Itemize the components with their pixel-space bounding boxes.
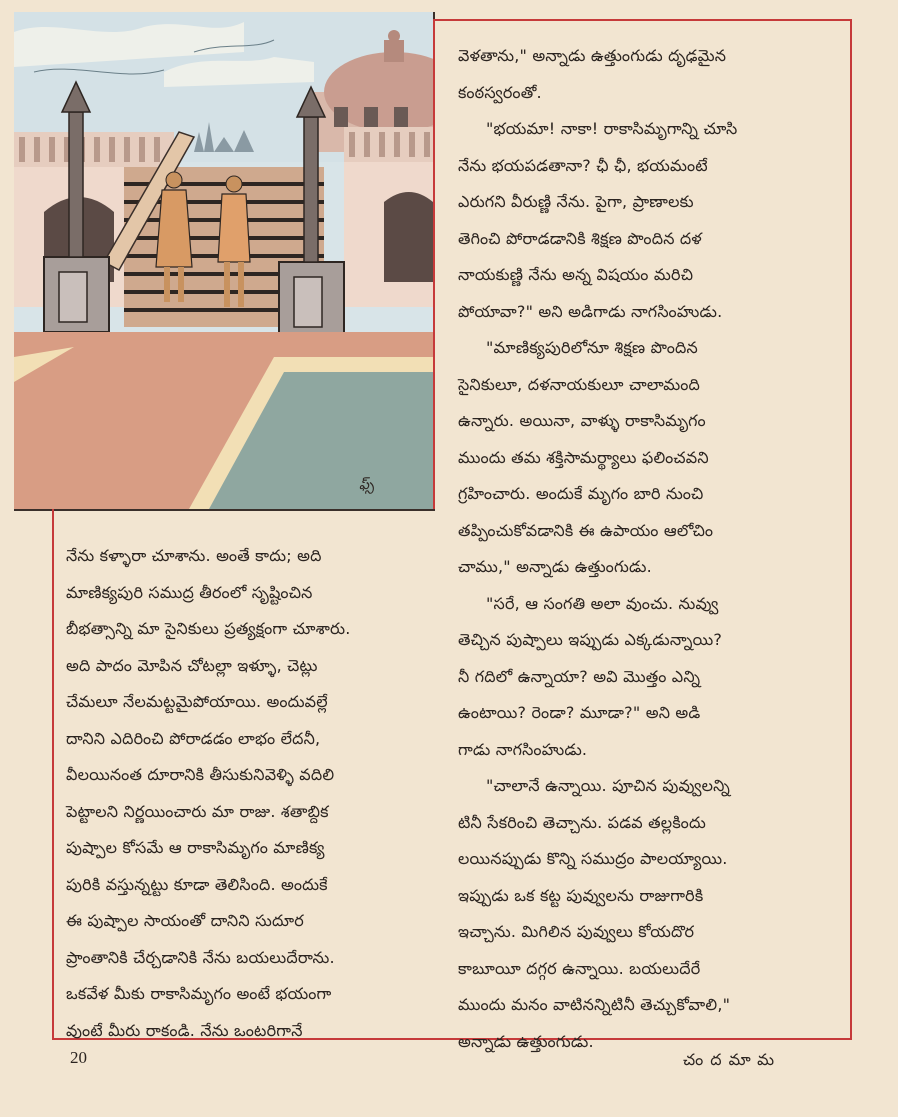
- text-line: పుష్పాల కోసమే ఆ రాకాసిమృగం మాణిక్య: [66, 838, 325, 857]
- text-line: చాము," అన్నాడు ఉత్తుంగుడు.: [458, 557, 652, 576]
- text-line: లయినప్పుడు కొన్ని సముద్రం పాలయ్యాయి.: [458, 849, 728, 868]
- illustration-image: [14, 12, 433, 509]
- text-line: పురికి వస్తున్నట్టు కూడా తెలిసింది. అందుకే: [66, 874, 328, 894]
- text-line: తప్పించుకోవడానికి ఈ ఉపాయం ఆలోచిం: [458, 520, 714, 540]
- left-text-column: [66, 538, 451, 1049]
- text-line: ఎరుగని వీరుణ్ణి నేను. పైగా, ప్రాణాలకు: [458, 192, 694, 211]
- palace-stairs-illustration: [14, 12, 435, 511]
- text-line: వీలయినంత దూరానికి తీసుకునివెళ్ళి వదిలి: [66, 765, 335, 784]
- text-line: ముందు తమ శక్తిసామర్థ్యాలు ఫలించవని: [458, 447, 709, 467]
- text-line: గాడు నాగసింహుడు.: [458, 739, 588, 759]
- text-line: నీ గదిలో ఉన్నాయా? అవి మొత్తం ఎన్ని: [458, 666, 701, 686]
- text-line: సైనికులూ, దళనాయకులూ చాలామంది: [458, 374, 701, 394]
- text-line: గ్రహించారు. అందుకే మృగం బారి నుంచి: [458, 484, 704, 503]
- page-number: 20: [70, 1048, 87, 1067]
- text-line: ఇచ్చాను. మిగిలిన పువ్వులు కోయదొర: [458, 922, 695, 941]
- text-line: ఉంటాయి? రెండా? మూడా?" అని అడి: [458, 703, 701, 722]
- text-line: ఒకవేళ మీకు రాకాసిమృగం అంటే భయంగా: [66, 984, 332, 1003]
- text-line: "చాలానే ఉన్నాయి. పూచిన పువ్వులన్ని: [486, 776, 731, 795]
- text-line: తెచ్చిన పుష్పాలు ఇప్పుడు ఎక్కడున్నాయి?: [458, 630, 723, 649]
- text-line: ఉన్నారు. అయినా, వాళ్ళు రాకాసిమృగం: [458, 411, 706, 430]
- text-line: వెళతాను," అన్నాడు ఉత్తుంగుడు దృఢమైన: [458, 46, 727, 65]
- artist-signature: ఫ్స్: [359, 477, 375, 493]
- border-left-lower: [52, 509, 54, 1040]
- text-line: "భయమా! నాకా! రాకాసిమృగాన్ని చూసి: [486, 119, 738, 138]
- text-line: నేను కళ్ళారా చూశాను. అంతే కాదు; అది: [66, 546, 322, 565]
- border-top: [433, 19, 852, 21]
- text-line: పోయావా?" అని అడిగాడు నాగసింహుడు.: [458, 301, 723, 321]
- text-line: కంఠస్వరంతో.: [458, 82, 542, 102]
- text-line: ఈ పుష్పాల సాయంతో దానిని సుదూర: [66, 911, 304, 930]
- text-line: "సరే, ఆ సంగతి అలా వుంచు. నువ్వు: [486, 593, 719, 613]
- text-line: తెగించి పోరాడడానికి శిక్షణ పొందిన దళ: [458, 228, 702, 248]
- text-line: నాయకుణ్ణి నేను అన్న విషయం మరిచి: [458, 265, 694, 284]
- text-line: మాణిక్యపురి సముద్ర తీరంలో సృష్టించిన: [66, 582, 313, 602]
- text-line: కాబూయీ దగ్గర ఉన్నాయి. బయలుదేరే: [458, 958, 701, 978]
- text-line: బీభత్సాన్ని మా సైనికులు ప్రత్యక్షంగా చూశారు.: [66, 619, 351, 638]
- text-line: అది పాదం మోపిన చోటల్లా ఇళ్ళూ, చెట్లు: [66, 655, 318, 675]
- text-line: వుంటే మీరు రాకండి. నేను ఒంటరిగానే: [66, 1020, 303, 1040]
- text-line: దానిని ఎదిరించి పోరాడడం లాభం లేదనీ,: [66, 728, 321, 748]
- text-line: ప్రాంతానికి చేర్చడానికి నేను బయలుదేరాను.: [66, 947, 335, 967]
- text-line: చేమలూ నేలమట్టమైపోయాయి. అందువల్లే: [66, 692, 328, 711]
- text-line: అన్నాడు ఉత్తుంగుడు.: [458, 1031, 594, 1051]
- magazine-name: చందమామ: [683, 1050, 782, 1069]
- right-text-column: [458, 38, 863, 1060]
- text-line: "మాణిక్యపురిలోనూ శిక్షణ పొందిన: [486, 338, 698, 357]
- border-left-upper: [433, 19, 435, 509]
- text-line: నేను భయపడతానా? ఛీ ఛీ, భయమంటే: [458, 155, 708, 175]
- text-line: పెట్టాలని నిర్ణయించారు మా రాజు. శతాబ్దిక: [66, 801, 329, 821]
- text-line: ఇప్పుడు ఒక కట్ట పువ్వులను రాజుగారికి: [458, 885, 704, 905]
- text-line: ముందు మనం వాటినన్నిటినీ తెచ్చుకోవాలి,": [458, 995, 731, 1014]
- text-line: టినీ సేకరించి తెచ్చాను. పడవ తల్లకిందు: [458, 812, 707, 832]
